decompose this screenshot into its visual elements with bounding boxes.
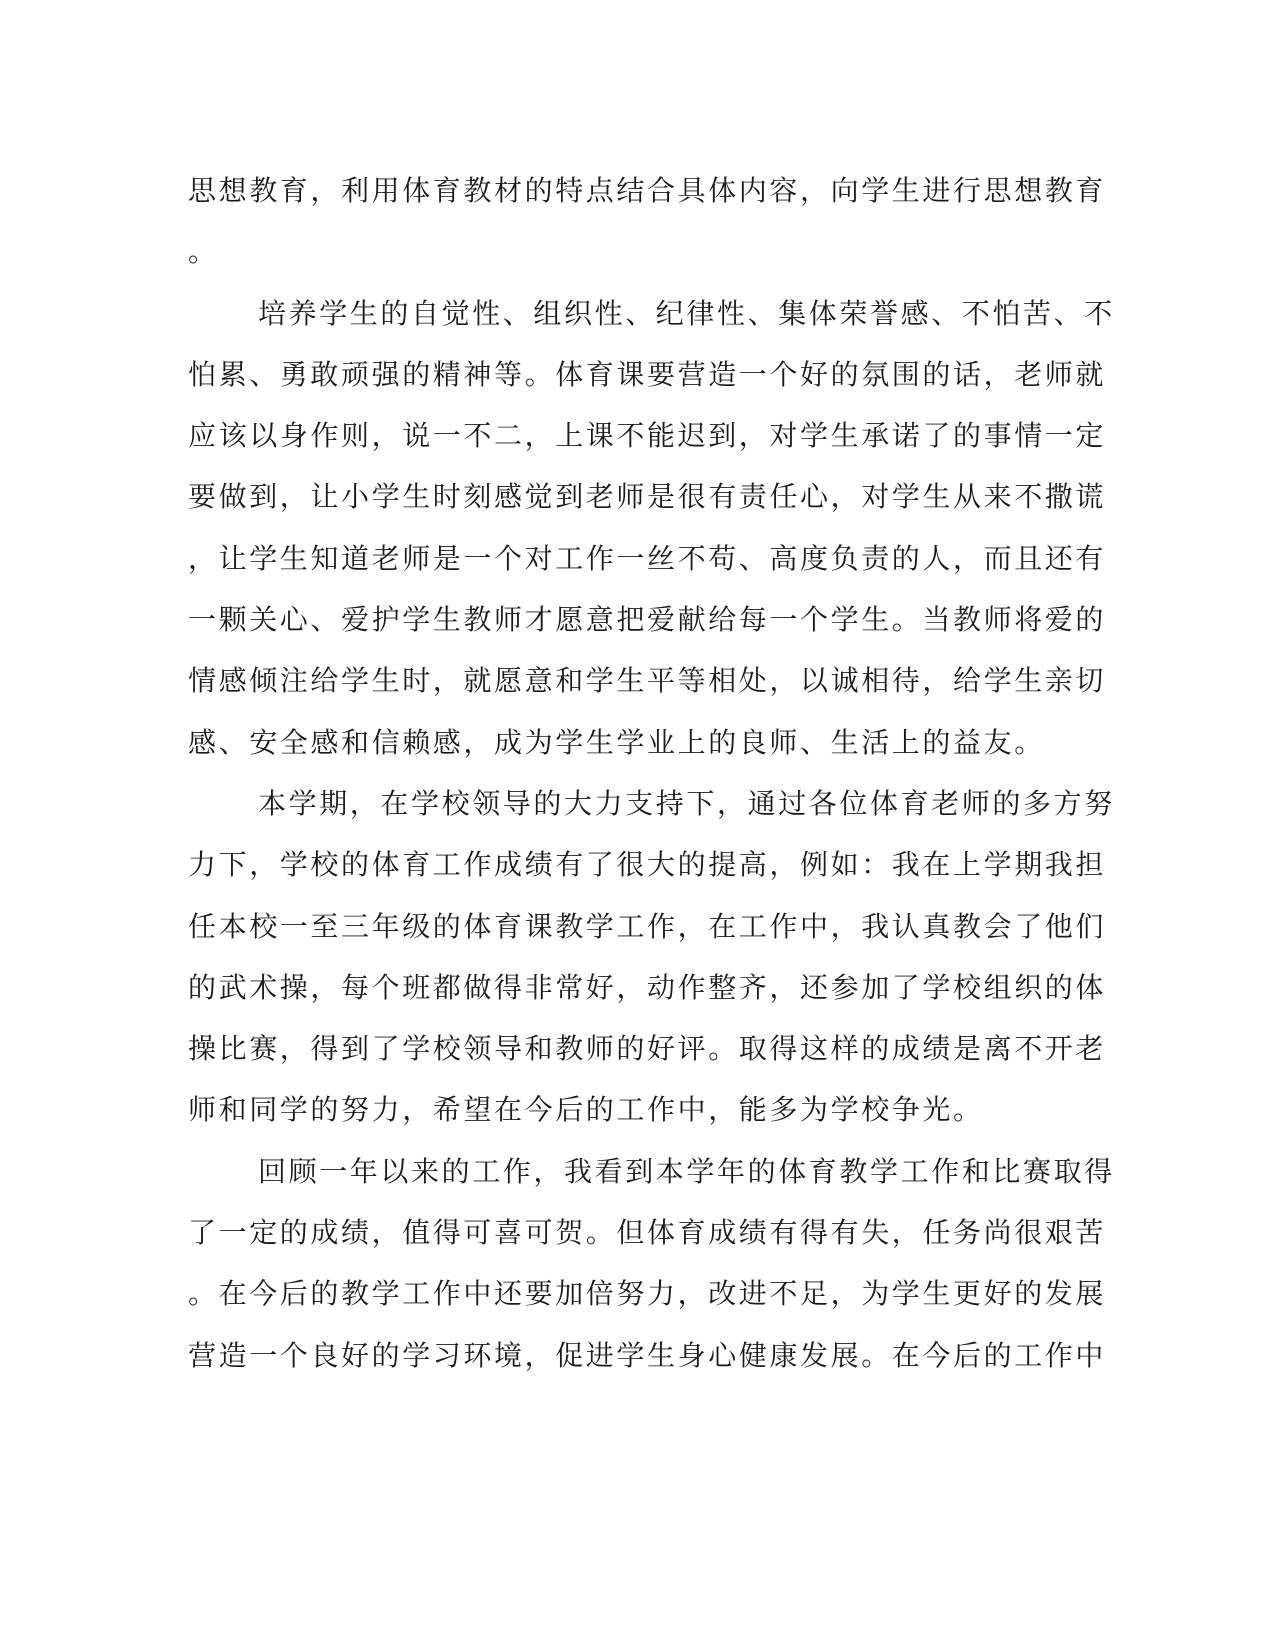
text-line: 思想教育，利用体育教材的特点结合具体内容，向学生进行思想教育 — [188, 174, 1107, 207]
text-line: 力下，学校的体育工作成绩有了很大的提高，例如：我在上学期我担 — [188, 848, 1107, 882]
text-line: 要做到，让小学生时刻感觉到老师是很有责任心，对学生从来不撒谎 — [188, 480, 1107, 514]
text-line: 情感倾注给学生时，就愿意和学生平等相处，以诚相待，给学生亲切 — [188, 664, 1107, 698]
text-line: 怕累、勇敢顽强的精神等。体育课要营造一个好的氛围的话，老师就 — [188, 357, 1107, 391]
text-line: 的武术操，每个班都做得非常好，动作整齐，还参加了学校组织的体 — [188, 970, 1107, 1004]
text-line: 操比赛，得到了学校领导和教师的好评。取得这样的成绩是离不开老 — [188, 1032, 1107, 1066]
text-line: 任本校一至三年级的体育课教学工作，在工作中，我认真教会了他们 — [188, 909, 1107, 943]
text-line: ，让学生知道老师是一个对工作一丝不苟、高度负责的人，而且还有 — [188, 541, 1107, 575]
text-line: 感、安全感和信赖感，成为学生学业上的良师、生活上的益友。 — [188, 725, 1045, 759]
text-line: 师和同学的努力，希望在今后的工作中，能多为学校争光。 — [188, 1093, 984, 1127]
paragraph-start-line: 回顾一年以来的工作，我看到本学年的体育教学工作和比赛取得 — [258, 1154, 1115, 1188]
paragraph-start-line: 本学期，在学校领导的大力支持下，通过各位体育老师的多方努 — [258, 786, 1115, 820]
text-line: 。在今后的教学工作中还要加倍努力，改进不足，为学生更好的发展 — [188, 1277, 1107, 1311]
text-line: 应该以身作则，说一不二，上课不能迟到，对学生承诺了的事情一定 — [188, 419, 1107, 453]
paragraph-start-line: 培养学生的自觉性、组织性、纪律性、集体荣誉感、不怕苦、不 — [258, 296, 1115, 330]
text-line: 一颗关心、爱护学生教师才愿意把爱献给每一个学生。当教师将爱的 — [188, 603, 1107, 637]
text-line: 了一定的成绩，值得可喜可贺。但体育成绩有得有失，任务尚很艰苦 — [188, 1216, 1107, 1250]
text-line: 营造一个良好的学习环境，促进学生身心健康发展。在今后的工作中 — [188, 1338, 1107, 1372]
document-body — [188, 160, 1115, 1386]
text-line: 。 — [188, 235, 219, 269]
